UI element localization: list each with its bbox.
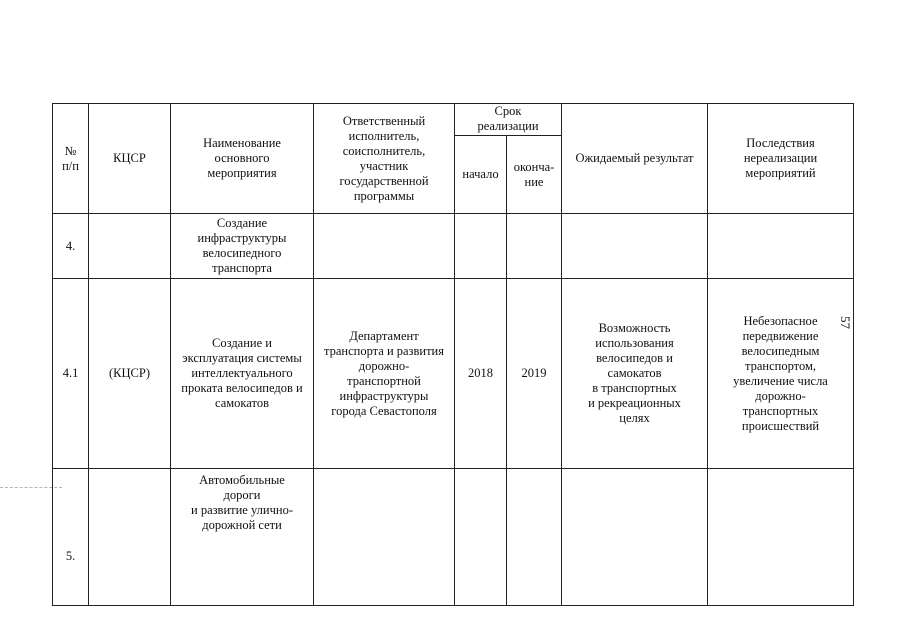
row-responsible	[314, 469, 455, 606]
header-name: Наименование основного мероприятия	[171, 104, 314, 214]
row-kcsr	[89, 214, 171, 279]
row-kcsr	[89, 469, 171, 606]
row-result	[562, 214, 708, 279]
row-result	[562, 469, 708, 606]
row-consequences	[708, 214, 854, 279]
row-start	[455, 469, 507, 606]
header-kcsr: КЦСР	[89, 104, 171, 214]
row-name: Автомобильные дороги и развитие улично- дорожной сети	[171, 469, 314, 606]
header-responsible: Ответственный исполнитель, соисполнитель, участник государственной программы	[314, 104, 455, 214]
row-name: Создание инфраструктуры велосипедного транспорта	[171, 214, 314, 279]
header-consequences: Последствия нереализации мероприятий	[708, 104, 854, 214]
row-kcsr: (КЦСР)	[89, 279, 171, 469]
row-name: Создание и эксплуатация системы интеллектуального проката велосипедов и самокатов	[171, 279, 314, 469]
activities-table	[52, 103, 854, 606]
header-row-1	[53, 104, 854, 136]
row-num: 5.	[53, 469, 89, 606]
row-end	[507, 214, 562, 279]
header-result: Ожидаемый результат	[562, 104, 708, 214]
row-responsible: Департамент транспорта и развития дорожно- транспортной инфраструктуры города Севастополя	[314, 279, 455, 469]
row-end	[507, 469, 562, 606]
row-consequences	[708, 469, 854, 606]
row-result: Возможность использования велосипедов и самокатов в транспортных и рекреационных целях	[562, 279, 708, 469]
table-row	[53, 279, 854, 469]
header-term-end: оконча- ние	[507, 136, 562, 214]
row-consequences: Небезопасное передвижение велосипедным транспортом, увеличение числа дорожно- транспортных происшествий	[708, 279, 854, 469]
row-end: 2019	[507, 279, 562, 469]
header-term-start: начало	[455, 136, 507, 214]
table-row	[53, 214, 854, 279]
row-responsible	[314, 214, 455, 279]
row-num: 4.1	[53, 279, 89, 469]
header-term: Срок реализации	[455, 104, 562, 136]
header-num: № п/п	[53, 104, 89, 214]
table-row	[53, 469, 854, 606]
page-number: 57	[838, 316, 853, 329]
row-num: 4.	[53, 214, 89, 279]
row-start	[455, 214, 507, 279]
row-start: 2018	[455, 279, 507, 469]
